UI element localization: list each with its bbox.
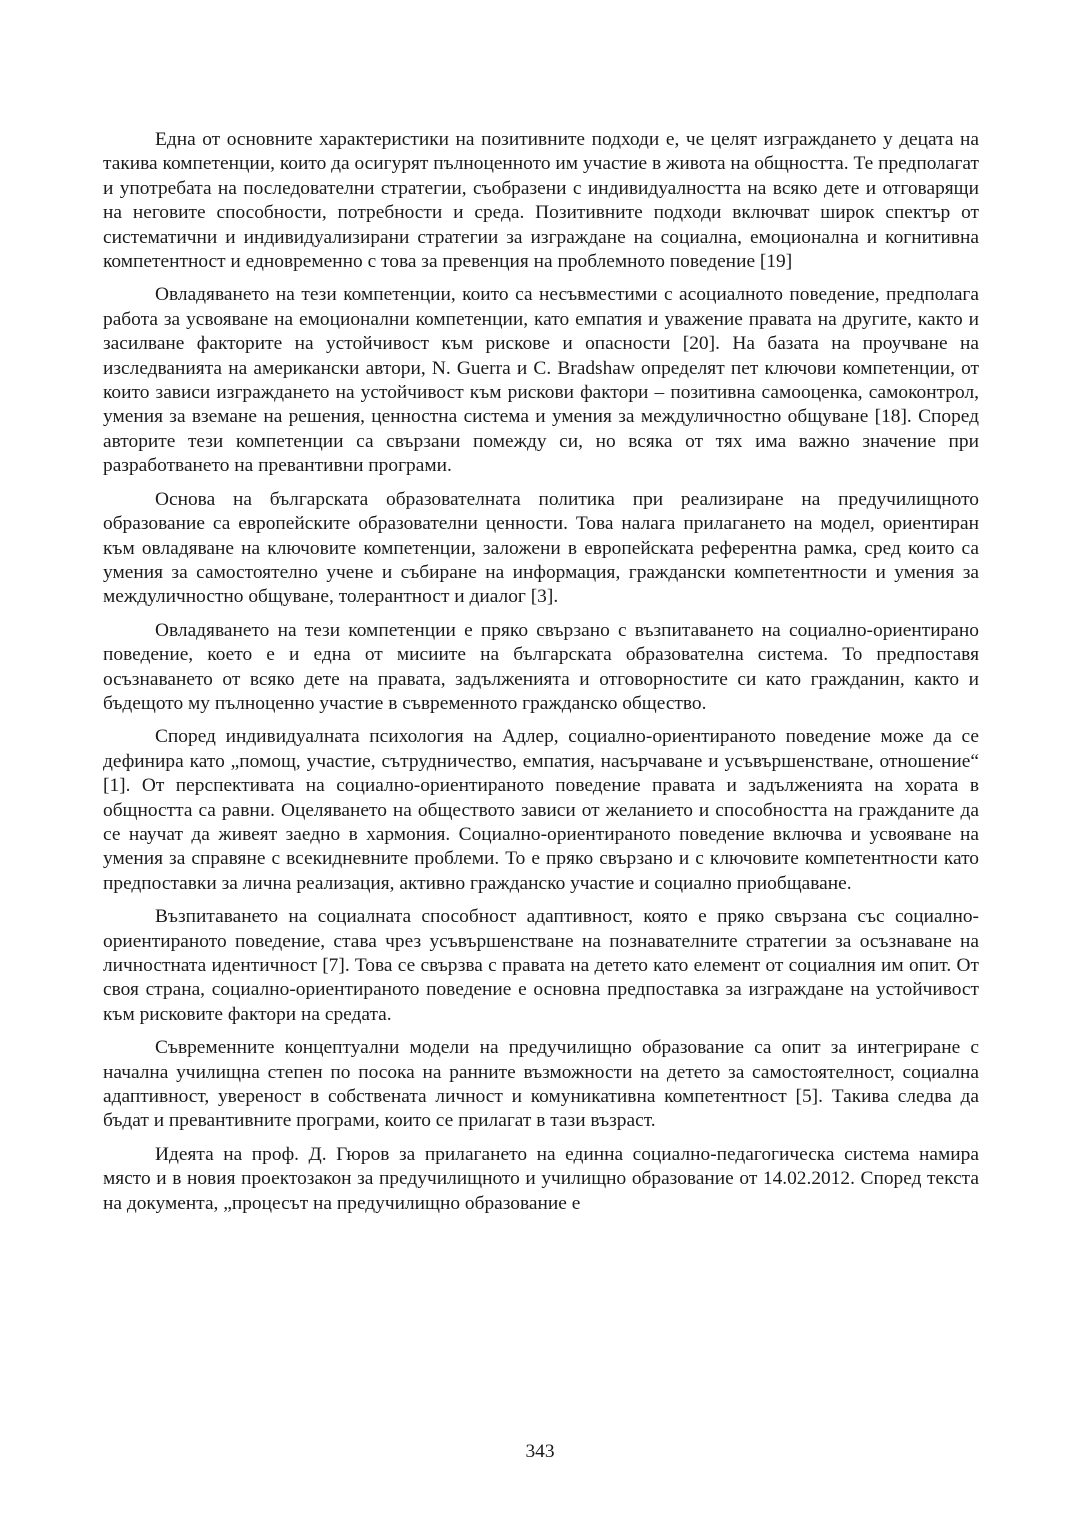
page-number: 343 bbox=[525, 1441, 555, 1462]
paragraph-1: Една от основните характеристики на позитивните подходи е, че целят изграждането у децата на такива компетенции, които да осигурят пълноценното им участие в живота на общността. Те предполагат и употребата на последователни стратегии, съобразени с индивидуалността на всяко дете и отговарящи на неговите способности, потребности и среда. Позитивните подходи включват широк спектър от систематични и индивидуализирани стратегии за изграждане на социална, емоционална и когнитивна компетентност и едновременно с това за превенция на проблемното поведение [19] bbox=[103, 129, 979, 273]
paragraph-8: Идеята на проф. Д. Гюров за прилагането на единна социално-педагогическа система намира място и в новия проектозакон за предучилищното и училищно образование от 14.02.2012. Според текста на документа, „процесът на предучилищно образование е bbox=[103, 1143, 979, 1214]
paragraph-2: Овладяването на тези компетенции, които са несъвместими с асоциалното поведение, предполага работа за усвояване на емоционални компетенции, като емпатия и уважение правата на другите, както и засилване факторите на устойчивост към рискове и опасности [20]. На базата на проучване на изследванията на американски автори, N. Guerra и C. Bradshaw определят пет ключови компетенции, от които зависи изграждането на устойчивост към рискови фактори – позитивна самооценка, самоконтрол, умения за вземане на решения, ценностна система и умения за междуличностно общуване [18]. Според авторите тези компетенции са свързани помежду си, но всяка от тях има важно значение при разработването на превантивни програми. bbox=[103, 284, 979, 477]
paragraph-6: Възпитаването на социалната способност адаптивност, която е пряко свързана със социално-ориентираното поведение, става чрез усъвършенстване на познавателните стратегии за осъзнаване на личностната идентичност [7]. Това се свързва с правата на детето като елемент от социалния им опит. От своя страна, социално-ориентираното поведение е основна предпоставка за изграждане на устойчивост към рисковите фактори на средата. bbox=[103, 906, 979, 1025]
paragraph-3: Основа на българската образователната политика при реализиране на предучилищното образование са европейските образователни ценности. Това налага прилагането на модел, ориентиран към овладяване на ключовите компетенции, заложени в европейската референтна рамка, сред които са умения за самостоятелно учене и събиране на информация, граждански компетентности и умения за междуличностно общуване, толерантност и диалог [3]. bbox=[103, 488, 979, 608]
paragraph-5: Според индивидуалната психология на Адлер, социално-ориентираното поведение може да се дефинира като „помощ, участие, сътрудничество, емпатия, насърчаване и усъвършенстване, отношение“ [1]. От перспективата на социално-ориентираното поведение правата и задълженията на хората в общността са равни. Оцеляването на обществото зависи от желанието и способността на гражданите да се научат да живеят заедно в хармония. Социално-ориентираното поведение включва и усвояване на умения за справяне с всекидневните проблеми. То е пряко свързано и с ключовите компетентности като предпоставки за лична реализация, активно гражданско участие и социално приобщаване. bbox=[103, 726, 979, 894]
paragraph-4: Овладяването на тези компетенции е пряко свързано с възпитаването на социално-ориентирано поведение, което е и една от мисиите на българската образователна система. То предпоставя осъзнаването от всяко дете на правата, задълженията и отговорностите си като гражданин, както и бъдещото му пълноценно участие в съвременното гражданско общество. bbox=[103, 619, 979, 714]
page-body bbox=[103, 128, 979, 1225]
paragraph-7: Съвременните концептуални модели на предучилищно образование са опит за интегриране с начална училищна степен по посока на ранните възможности на детето за самостоятелност, социална адаптивност, увереност в собствената личност и комуникативна компетентност [5]. Такива следва да бъдат и превантивните програми, които се прилагат в тази възраст. bbox=[103, 1037, 979, 1132]
